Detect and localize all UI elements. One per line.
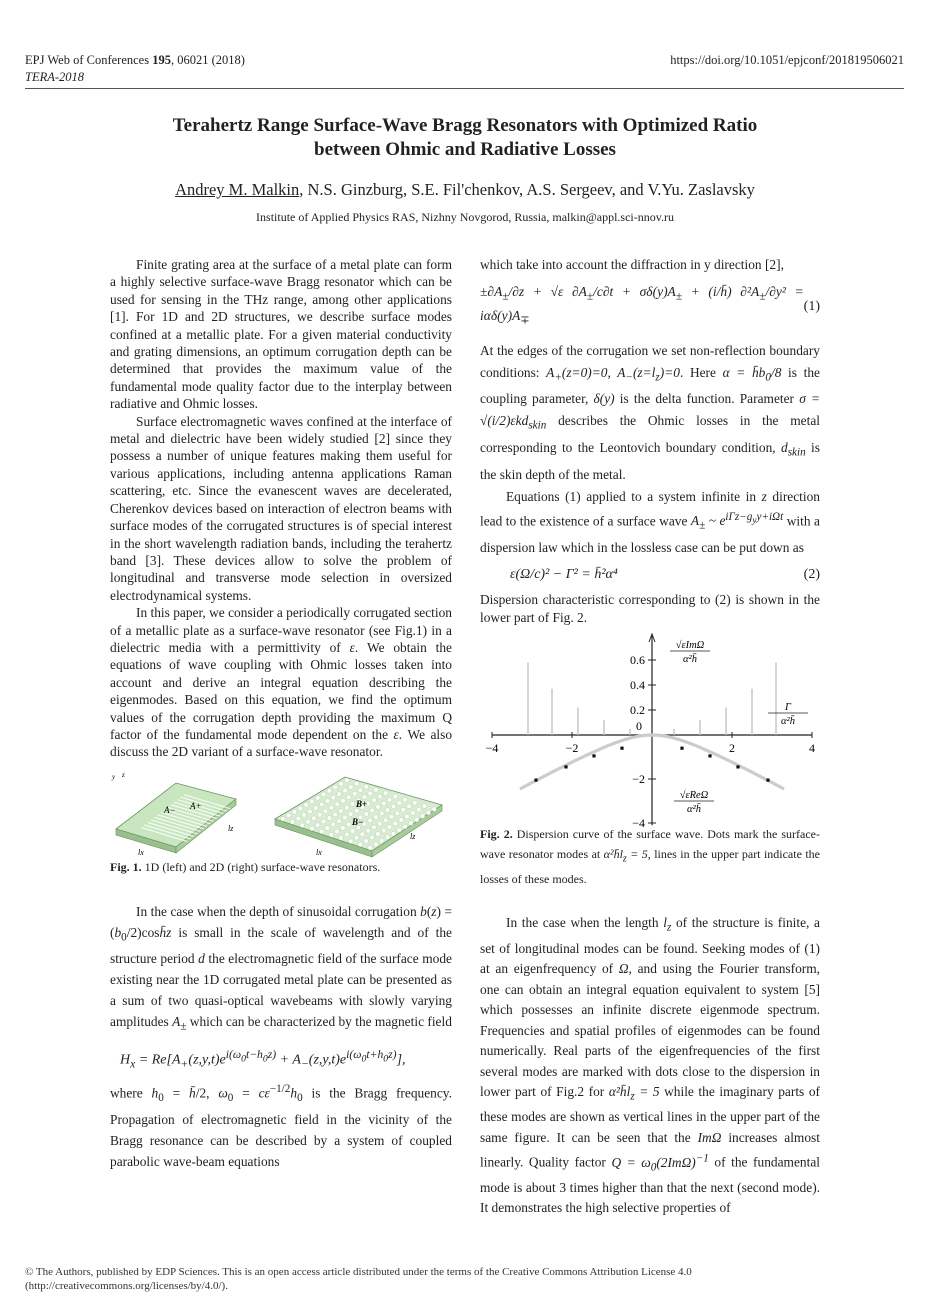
grating-bump (319, 802, 324, 807)
grating-bump (403, 824, 408, 829)
grating-bump (420, 814, 425, 819)
grating-bump (383, 818, 388, 823)
paragraph: Finite grating area at the surface of a metal plate can form a highly selective surface-wave Bragg resonator which can be used for sensing in the THz range, among other applications [1]. For 1D and 2D structures, we describe surface modes confined at a metallic plate. For a given material conductivity and grating dimensions, an optimum corrugation depth can be determined that provides the maximum value of the fundamental mode quality factor due to the interplay between radiative and Ohmic losses. (110, 257, 452, 412)
grating-bump (383, 791, 388, 796)
label-lx-right: lx (316, 847, 322, 857)
grating-bump (323, 809, 328, 814)
grating-bump (308, 809, 313, 814)
lower-axis-label (674, 789, 714, 815)
grating-bump (325, 826, 330, 831)
right-column (480, 256, 820, 1219)
mode-dot (766, 778, 769, 781)
grating-bump (317, 812, 322, 817)
grating-bump (339, 808, 344, 813)
grating-bump (354, 835, 359, 840)
grating-bump (374, 842, 379, 847)
grating-bump (405, 814, 410, 819)
equation-1: $\pm\partial A_\pm/\partial z + √\varepsilon$ $\partial A_\pm/c\partial t + \sigma\delta(y)A_\pm$ + (i/h̄) $\partial^2A_\pm/\partial y^2 = i\alpha\delta(y)A_\mp$ (1) (480, 284, 820, 327)
grating-bump (407, 804, 412, 809)
y-tick-label: 0.6 (630, 652, 645, 667)
paragraph: In this paper, we consider a periodically corrugated section of a metallic plate as a surface-wave resonator (see Fig.1) in a dielectric media with a permittivity of ε. We obtain the equations of wave coupling with Ohmic losses taken into account and derive an integral equation describing the eigenmodes. Based on this equation, we find the optimum values of the corrugation depth providing the maximum Q factor of the fundamental mode dependent on the ε. We also discuss the 2D variant of a surface-wave resonator. (110, 605, 453, 760)
grating-bump (432, 807, 437, 812)
grating-bump (366, 828, 371, 833)
grating-bump (319, 829, 324, 834)
paper-title: Terahertz Range Surface-Wave Bragg Resonators with Optimized Ratio between Ohmic and Radiative Losses (172, 115, 758, 160)
grating-bump (391, 831, 396, 836)
running-header-left: EPJ Web of Conferences 195, 06021 (2018) TERA-2018 (25, 53, 245, 84)
mode-dot (592, 754, 595, 757)
grating-bump (331, 795, 336, 800)
conference-name: TERA-2018 (25, 70, 85, 84)
figure-2-caption: Fig. 2. Dispersion curve of the surface wave. Dots mark the surface-wave resonator modes at $\alpha^2h̄l_z = 5$, lines in the upper part indicate the losses of these modes. (480, 826, 821, 887)
grating-bump (350, 801, 355, 806)
label-b-minus: B− (352, 816, 364, 827)
license-footer: © The Authors, published by EDP Sciences. This is an open access article distributed under the terms of the Creative Commons Attribution License 4.0 (http://creativecommons.org/licenses/by/4.0/). (25, 1266, 692, 1292)
grating-bump (310, 826, 315, 831)
upper-axis-label-numerator: √εImΩ (675, 639, 705, 651)
first-author[interactable]: Andrey M. Malkin (175, 180, 300, 199)
grating-bump (310, 799, 315, 804)
grating-bump (376, 804, 381, 809)
grating-bump (382, 801, 387, 806)
paragraph: In the case when the depth of sinusoidal corrugation $b(z) = (b_0/2)\cosh̄z$ is small in the scale of wavelength and of the structure period d the electromagnetic field of the surface mode existing near the 1D corrugated metal plate can be presented as a sum of two quasi-optical wavebeams with slowly varying amplitudes $A_\pm$ which can be characterized by the magnetic field (110, 903, 452, 1034)
y-tick-label: −2 (632, 771, 645, 786)
grating-bump (327, 788, 332, 793)
grating-bump (339, 781, 344, 786)
grating-bump (345, 778, 350, 783)
paragraph: Dispersion characteristic corresponding to (2) is shown in the lower part of Fig. 2. (480, 592, 820, 625)
axes-label-z: z (122, 770, 125, 779)
grating-bump (387, 824, 392, 829)
grating-bump (378, 794, 383, 799)
left-column (110, 256, 452, 1172)
authors: Andrey M. Malkin, N.S. Ginzburg, S.E. Fil'chenkov, A.S. Sergeev, and V.Yu. Zaslavsky (175, 180, 755, 199)
grating-bump (316, 795, 321, 800)
grating-bump (387, 797, 392, 802)
grating-bump (321, 819, 326, 824)
right-axis-label-numerator: Γ (785, 701, 791, 713)
grating-bump (372, 825, 377, 830)
grating-bump (306, 819, 311, 824)
grating-bump (286, 813, 291, 818)
equation-2: ε(Ω/c)² − Γ² = h̄²α⁴ (2) (510, 566, 820, 582)
right-axis-label (768, 702, 808, 727)
y-tick-label: 0.4 (630, 677, 645, 692)
grating-bump (333, 812, 338, 817)
grating-bump (370, 808, 375, 813)
grating-bump (360, 832, 365, 837)
grating-bump (414, 817, 419, 822)
grating-bump (378, 821, 383, 826)
grating-bump (401, 807, 406, 812)
grating-bump (290, 819, 295, 824)
header-rule (25, 88, 904, 89)
grating-bump (333, 785, 338, 790)
paragraph: In the case when the length $l_z$ of the structure is finite, a set of longitudinal modes can be found. Seeking modes of (1) at an eigenfrequency of Ω, and using the Fourier transform, one can obtain an integral equation equivalent to system [5] which possesses an infinite discrete eigenmode spectrum. Frequencies and spatial profiles of eigenmodes can be found numerically. Real parts of the eigenfrequencies of the first several modes are marked with dots close to the dispersion in lower part of Fig.2 for $\alpha^2h̄l_z = 5$ while the imaginary parts of these modes are shown as vertical lines in the upper part of the same figure. It can be seen that the ImΩ increases almost linearly. Quality factor $Q = \omega_0(2Im\Omega)^{-1}$ of the fundamental mode is about 3 times higher than that the next (second mode). It demonstrates the high selective properties of (480, 915, 821, 1216)
dispersion-chart (480, 630, 820, 830)
grating-bump (354, 781, 359, 786)
grating-bump (337, 819, 342, 824)
grating-bump (399, 817, 404, 822)
grating-bump (368, 791, 373, 796)
grating-bump (364, 838, 369, 843)
grating-bump (372, 798, 377, 803)
grating-bump (348, 839, 353, 844)
label-lz-right: lz (410, 831, 416, 841)
grating-bump (395, 811, 400, 816)
figure-1-caption: Fig. 1. 1D (left) and 2D (right) surface-wave resonators. (110, 859, 381, 874)
lower-axis-label-numerator: √εReΩ (679, 789, 709, 801)
grating-bump (364, 784, 369, 789)
grating-bump (376, 831, 381, 836)
grating-bump (350, 828, 355, 833)
grating-bump (368, 845, 373, 850)
grating-bump (335, 802, 340, 807)
grating-bump (300, 823, 305, 828)
mode-dot (534, 778, 537, 781)
label-a-minus: A− (164, 804, 176, 815)
grating-bump (298, 806, 303, 811)
grating-bump (409, 821, 414, 826)
grating-bump (343, 788, 348, 793)
upper-axis-label (670, 639, 710, 665)
label-a-plus: A+ (190, 800, 202, 811)
mode-dot (680, 747, 683, 750)
grating-bump (292, 809, 297, 814)
mode-dot (736, 765, 739, 768)
paragraph: where $h_0$ = h̄/2, $\omega_0 = c\varepsilon^{-1/2}h_0$ is the Bragg frequency. Propagation of electromagnetic field in the vicinity of the Bragg resonance can be described by a system of coupled parabolic wave-beam equations (110, 1082, 452, 1170)
upper-axis-label-denominator: α²h̄ (683, 653, 697, 665)
grating-bump (349, 785, 354, 790)
grating-bump (358, 788, 363, 793)
grating-bump (327, 815, 332, 820)
grating-bump (304, 802, 309, 807)
grating-bump (397, 800, 402, 805)
grating-bump (339, 835, 344, 840)
grating-bump (422, 803, 427, 808)
resonator-2d (275, 777, 442, 857)
paragraph: Surface electromagnetic waves confined at the interface of metal and dielectric have been widely studied [2] since they possess a number of unique features making them useful for various applications, including antenna applications Raman scattering, etc. Since the evanescent waves are decelerated, Cherenkov devices based on interaction of electron beams with surface modes of the corrugated structures is of special interest in the short wavelength radiation bands, including the terahertz band [3]. These devices allow to solve the problem of longitudinal and transverse mode selection in oversized electrodynamical systems. (110, 413, 452, 603)
grating-bump (368, 818, 373, 823)
grating-bump (385, 835, 390, 840)
grating-bump (391, 804, 396, 809)
grating-bump (329, 805, 334, 810)
grating-bump (343, 815, 348, 820)
x-tick-label: −4 (485, 740, 499, 755)
grating-bump (393, 794, 398, 799)
grating-bump (315, 822, 320, 827)
y-tick-label: −4 (632, 815, 645, 830)
grating-bump (358, 842, 363, 847)
resonator-1d (111, 771, 236, 857)
grating-bump (385, 807, 390, 812)
figure-1 (110, 769, 452, 865)
grating-bump (321, 792, 326, 797)
grating-bump (411, 810, 416, 815)
figure-1-illustration (110, 769, 452, 861)
grating-bump (347, 795, 352, 800)
grating-bump (393, 821, 398, 826)
label-b-plus: B+ (356, 798, 368, 809)
grating-bump (379, 838, 384, 843)
grating-bump (312, 816, 317, 821)
grating-bump (325, 798, 330, 803)
label-lz-left: lz (228, 823, 234, 833)
grating-bump (381, 828, 386, 833)
grating-bump (314, 805, 319, 810)
grating-bump (281, 816, 286, 821)
grating-bump (341, 825, 346, 830)
grating-bump (374, 787, 379, 792)
doi-link[interactable]: https://doi.org/10.1051/epjconf/201819506021 (670, 53, 904, 67)
grating-bump (364, 811, 369, 816)
grating-bump (389, 814, 394, 819)
grating-bump (370, 835, 375, 840)
lower-axis-label-denominator: α²h̄ (687, 803, 701, 815)
grating-bump (337, 792, 342, 797)
grating-bump (413, 800, 418, 805)
grating-bump (397, 828, 402, 833)
grating-bump (296, 816, 301, 821)
grating-bump (403, 797, 408, 802)
affiliation: Institute of Applied Physics RAS, Nizhny Novgorod, Russia, malkin@appl.sci-nnov.ru (256, 210, 674, 224)
grating-bump (348, 812, 353, 817)
equation-hx: $H_x = Re[A_+(z,y,t)e^{i(\omega_0t-h_0z)} + A_-(z,y,t)e^{i(\omega_0t+h_0z)}]$, (120, 1048, 406, 1071)
label-lx-left: lx (138, 847, 144, 857)
mode-dot (620, 747, 623, 750)
grating-bump (347, 822, 352, 827)
grating-bump (331, 822, 336, 827)
grating-bump (329, 832, 334, 837)
x-tick-label: −2 (565, 740, 579, 755)
grating-bump (335, 829, 340, 834)
paragraph: At the edges of the corrugation we set non-reflection boundary conditions: $A_+(z=0)=0$, $A_-(z=l_z)=0$. Here $\alpha = h̄b_0/8$ is the coupling parameter, δ(y) is the delta function. Parameter σ = √(i/2)εkd$_{skin}$ describes the Ohmic losses in the metal corresponding to the Leontovich boundary condition, $d_{skin}$ is the skin depth of the metal. (480, 342, 820, 482)
grating-bump (345, 832, 350, 837)
grating-bump (380, 811, 385, 816)
origin-label: 0 (636, 718, 642, 733)
x-tick-label: 4 (809, 740, 815, 755)
grating-bump (302, 812, 307, 817)
grating-bump (352, 791, 357, 796)
grating-bump (426, 810, 431, 815)
mode-dot (708, 754, 711, 757)
grating-bump (341, 798, 346, 803)
paragraph: Equations (1) applied to a system infinite in z direction lead to the existence of a surface wave $A_\pm$ ~ $e^{i\Gamma z-g_yy+i\Omega t}$ with a dispersion law which in the lossless case can be put down as (480, 488, 820, 555)
right-axis-label-denominator: α²h̄ (781, 715, 795, 727)
grating-bump (374, 814, 379, 819)
grating-bump (416, 807, 421, 812)
grating-bump (345, 805, 350, 810)
paragraph: which take into account the diffraction in y direction [2], (480, 257, 784, 272)
mode-dot (564, 765, 567, 768)
x-tick-label: 2 (729, 740, 735, 755)
y-tick-label: 0.2 (630, 702, 645, 717)
axes-label-y: y (112, 772, 116, 781)
